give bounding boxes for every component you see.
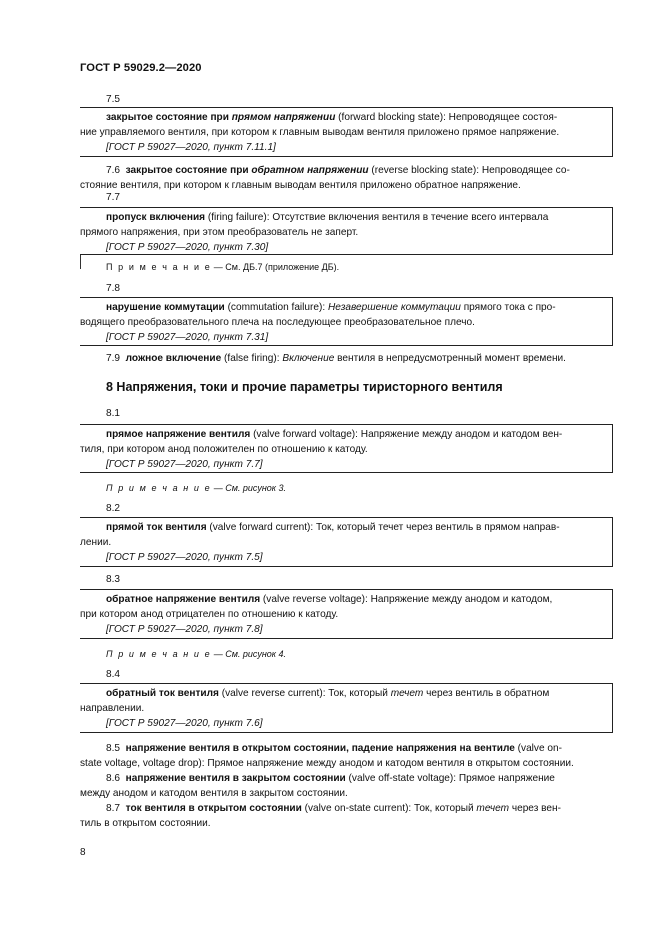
box-extension-line bbox=[80, 255, 81, 269]
term-box-7-5 bbox=[80, 107, 613, 157]
term-definition-8-6: 8.6 напряжение вентиля в закрытом состоянии (valve off-state voltage): Прямое напряжение bbox=[106, 773, 555, 784]
term-definition-7-8: нарушение коммутации (commutation failure): Незавершение коммутации прямого тока с про- bbox=[106, 302, 556, 313]
term-definition-7-6: 7.6 закрытое состояние при обратном напряжении (reverse blocking state): Непроводящее со- bbox=[106, 165, 570, 176]
term-definition-8-4: обратный ток вентиля (valve reverse current): Ток, который течет через вентиль в обратном bbox=[106, 688, 550, 699]
section-8-title: 8 Напряжения, токи и прочие параметры тиристорного вентиля bbox=[106, 380, 503, 394]
term-definition-7-7: пропуск включения (firing failure): Отсутствие включения вентиля в течение всего интервала bbox=[106, 212, 549, 223]
definition-line-7-7: прямого напряжения, при этом преобразователь не заперт. bbox=[80, 227, 359, 238]
term-definition-7-5: закрытое состояние при прямом напряжении (forward blocking state): Непроводящее состоя- bbox=[106, 112, 558, 123]
term-8-5 bbox=[80, 741, 613, 771]
term-box-8-2 bbox=[80, 517, 613, 567]
term-box-7-7 bbox=[80, 207, 613, 255]
item-number-8-2: 8.2 bbox=[106, 503, 121, 514]
definition-line-7-5: ние управляемого вентиля, при котором к главным выводам вентиля приложено прямое напряжение. bbox=[80, 127, 560, 138]
term-definition-8-1: прямое напряжение вентиля (valve forward voltage): Напряжение между анодом и катодом вен- bbox=[106, 429, 563, 440]
term-box-7-8 bbox=[80, 297, 613, 346]
item-number-7-8: 7.8 bbox=[106, 283, 121, 294]
definition-line-8-7: тиль в открытом состоянии. bbox=[80, 818, 211, 829]
term-definition-8-2: прямой ток вентиля (valve forward current): Ток, который течет через вентиль в прямом направ- bbox=[106, 522, 560, 533]
term-7-9 bbox=[80, 351, 613, 366]
definition-line-8-6: между анодом и катодом вентиля в закрытом состоянии. bbox=[80, 788, 348, 799]
source-ref-8-4: [ГОСТ Р 59027—2020, пункт 7.6] bbox=[106, 718, 263, 729]
definition-line-7-6: стояние вентиля, при котором к главным выводам вентиля приложено обратное напряжение. bbox=[80, 180, 521, 191]
term-8-7 bbox=[80, 801, 613, 831]
source-ref-8-2: [ГОСТ Р 59027—2020, пункт 7.5] bbox=[106, 552, 263, 563]
note-8-1: П р и м е ч а н и е — См. рисунок 3. bbox=[106, 483, 287, 493]
definition-line-7-8: водящего преобразовательного плеча на последующее преобразовательное плечо. bbox=[80, 317, 475, 328]
item-number-7-5: 7.5 bbox=[106, 94, 121, 105]
item-number-7-7: 7.7 bbox=[106, 192, 121, 203]
definition-line-8-3: при котором анод отрицателен по отношению к катоду. bbox=[80, 609, 339, 620]
term-definition-7-9: 7.9 ложное включение (false firing): Включение вентиля в непредусмотренный момент времени. bbox=[106, 353, 566, 364]
definition-line-8-2: лении. bbox=[80, 537, 112, 548]
definition-line-8-5: state voltage, voltage drop): Прямое напряжение между анодом и катодом вентиля в открытом состоянии. bbox=[80, 758, 574, 769]
source-ref-7-5: [ГОСТ Р 59027—2020, пункт 7.11.1] bbox=[106, 142, 276, 153]
term-box-8-1 bbox=[80, 424, 613, 473]
source-ref-7-8: [ГОСТ Р 59027—2020, пункт 7.31] bbox=[106, 332, 269, 343]
page-number: 8 bbox=[80, 847, 86, 858]
document-header: ГОСТ Р 59029.2—2020 bbox=[80, 62, 202, 74]
note-7-7: П р и м е ч а н и е — См. ДБ.7 (приложение ДБ). bbox=[106, 262, 340, 272]
source-ref-8-3: [ГОСТ Р 59027—2020, пункт 7.8] bbox=[106, 624, 263, 635]
item-number-8-4: 8.4 bbox=[106, 669, 121, 680]
term-definition-8-5: 8.5 напряжение вентиля в открытом состоянии, падение напряжения на вентиле (valve on- bbox=[106, 743, 562, 754]
item-number-8-3: 8.3 bbox=[106, 574, 121, 585]
term-8-6 bbox=[80, 771, 613, 801]
source-ref-7-7: [ГОСТ Р 59027—2020, пункт 7.30] bbox=[106, 242, 269, 253]
term-box-8-4 bbox=[80, 683, 613, 733]
item-number-8-1: 8.1 bbox=[106, 408, 121, 419]
source-ref-8-1: [ГОСТ Р 59027—2020, пункт 7.7] bbox=[106, 459, 263, 470]
definition-line-8-4: направлении. bbox=[80, 703, 145, 714]
term-definition-8-3: обратное напряжение вентиля (valve reverse voltage): Напряжение между анодом и катодом, bbox=[106, 594, 553, 605]
term-7-6 bbox=[80, 163, 613, 193]
definition-line-8-1: тиля, при котором анод положителен по отношению к катоду. bbox=[80, 444, 368, 455]
term-box-8-3 bbox=[80, 589, 613, 639]
term-definition-8-7: 8.7 ток вентиля в открытом состоянии (valve on-state current): Ток, который течет через вен- bbox=[106, 803, 561, 814]
note-8-3: П р и м е ч а н и е — См. рисунок 4. bbox=[106, 649, 287, 659]
